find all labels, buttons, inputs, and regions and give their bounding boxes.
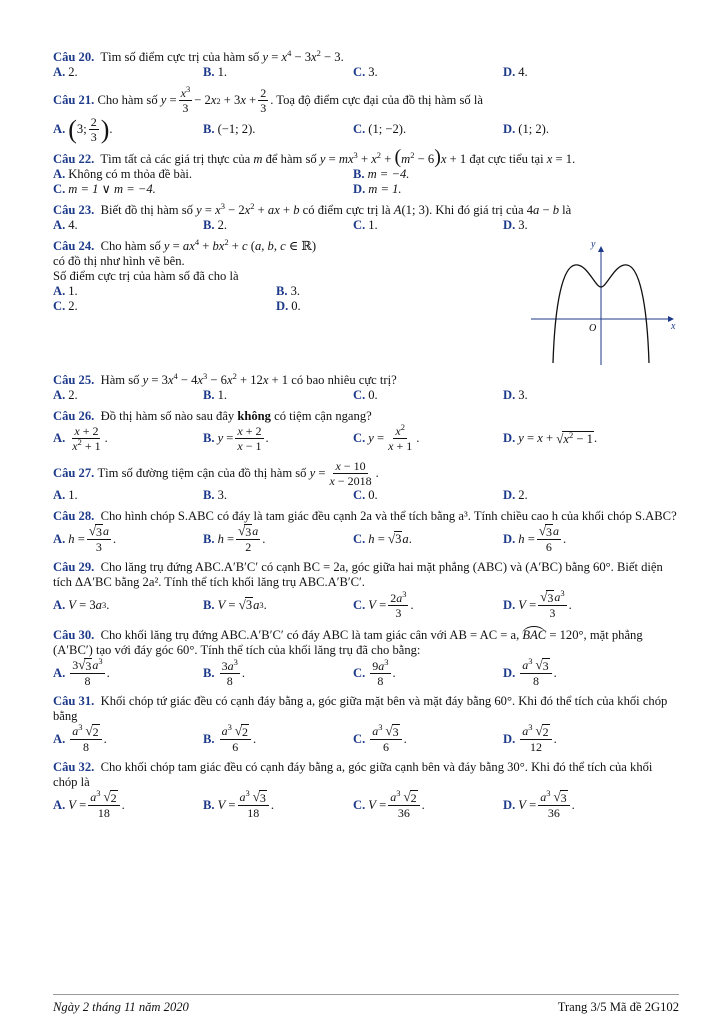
option-c[interactable]: C. (1; −2). — [353, 122, 407, 136]
question-25: Câu 25. Hàm số $y = 3x^4 - 4x^3 - 6x^2 + 12x + 1$ có bao nhiêu cực trị? A. 2. B. 1. C. 0. D. 3. — [53, 373, 679, 403]
option-a[interactable]: A. 2. — [53, 65, 78, 79]
option-b[interactable]: B. V = √ 3 a 3 . — [203, 597, 267, 612]
option-c[interactable]: C. m = 1 ∨ m = −4. — [53, 182, 156, 196]
question-label: Câu 24. — [53, 239, 95, 253]
option-d[interactable]: D. $a^3$ √ 2 12 . — [503, 722, 557, 754]
footer-page-code: Trang 3/5 Mã đề 2G102 — [557, 1000, 679, 1014]
question-label: Câu 30. — [53, 628, 95, 642]
option-d[interactable]: D. 2. — [503, 488, 528, 502]
option-c[interactable]: C. $\frac{9a^3}{8}$ . — [353, 656, 396, 688]
option-c[interactable]: C. 3. — [353, 65, 378, 79]
function-graph — [531, 241, 681, 367]
question-label: Câu 32. — [53, 760, 95, 774]
answer-options — [53, 218, 679, 233]
answer-options — [53, 284, 513, 314]
option-d[interactable]: D. V = √ 3 $a^3$ 3 . — [503, 588, 572, 620]
exam-page — [53, 47, 679, 826]
option-b[interactable]: B. h = √ 3 a 2 . — [203, 523, 266, 554]
option-d[interactable]: D. 3. — [503, 388, 528, 402]
question-label: Câu 23. — [53, 203, 95, 217]
question-label: Câu 28. — [53, 509, 95, 523]
option-c[interactable]: C. V = $a^3$ √ 2 36 . — [353, 788, 425, 820]
question-23: Câu 23. Biết đồ thị hàm số $y = x^3 - 2x^2$ + ax + b có điểm cực trị là A(1; 3). Khi đó giá trị của 4a − b là A. 4. B. 2. C. 1. D. 3. — [53, 203, 679, 233]
option-c[interactable]: C. 1. — [353, 218, 378, 232]
option-b[interactable]: B. 1. — [203, 65, 228, 79]
question-label: Câu 25. — [53, 373, 95, 387]
answer-options — [53, 524, 679, 554]
origin-label: O — [589, 323, 597, 334]
question-26: Câu 26. Đồ thị hàm số nào sau đây không có tiệm cận ngang? A. $\frac{x + 2}{x^2 + 1}$ . B. y = $\frac{x + 2}{x - 1}$ . C. y = $\frac{x^2}{x + 1}$ . D. y = x + √ $x^2 - 1$ . — [53, 409, 679, 453]
option-a[interactable]: A. V = $a^3$ √ 2 18 . — [53, 788, 125, 820]
option-c[interactable]: C. 2. — [53, 299, 78, 313]
question-22: Câu 22. Tìm tất cả các giá trị thực của m để hàm số $y = mx^3 + x^2 + (m^2 - 6)x + 1$ đạt cực tiểu tại x = 1. A. Không có m thỏa đề bài. B. m = −4. C. m = 1 ∨ m = −4. D. m = 1. — [53, 150, 679, 197]
option-d[interactable]: D. m = 1. — [353, 182, 402, 196]
answer-options — [53, 790, 679, 820]
option-b[interactable]: B. 3. — [276, 284, 301, 298]
answer-options — [53, 424, 679, 453]
option-b[interactable]: B. m = −4. — [353, 167, 410, 181]
question-label: Câu 27. — [53, 466, 95, 480]
option-b[interactable]: B. $\frac{3a^3}{8}$ . — [203, 656, 245, 688]
answer-options — [53, 167, 679, 197]
question-32: Câu 32. Cho khối chóp tam giác đều có cạnh đáy bằng a, góc giữa cạnh bên và đáy bằng 30°. Khi đó thể tích của khối chóp là A. V = $a^3$ √ 2 18 . B. V = $a^3$ √ 3 18 . C. V = $a^3$ √ 2 36 . D. V = $a^3$ √ 3 36 . — [53, 760, 679, 820]
option-a[interactable]: A. Không có m thỏa đề bài. — [53, 167, 193, 181]
question-29: Câu 29. Cho lăng trụ đứng ABC.A′B′C′ có cạnh BC = 2a, góc giữa hai mặt phẳng (ABC) và (A′BC) bằng 60°. Biết diện tích ΔA′BC bằng 2a². Tính thể tích khối lăng trụ ABC.A′B′C′. A. V = 3 a 3 . B. V = √ 3 a 3 . C. V = $\frac{2a^3}{3}$ . D. V = √ 3 $a^3$ 3 . — [53, 560, 679, 620]
option-b[interactable]: B. $a^3$ √ 2 6 . — [203, 722, 257, 754]
option-d[interactable]: D. y = x + √ $x^2 - 1$ . — [503, 429, 598, 446]
option-d[interactable]: D. V = $a^3$ √ 3 36 . — [503, 788, 575, 820]
option-a[interactable]: A. 2. — [53, 388, 78, 402]
option-d[interactable]: D. 4. — [503, 65, 528, 79]
option-c[interactable]: C. 0. — [353, 388, 378, 402]
option-c[interactable]: C. h = √ 3 a . — [353, 531, 412, 546]
question-20: Câu 20. Tìm số điểm cực trị của hàm số $y = x^4 - 3x^2 - 3$. A. 2. B. 1. C. 3. D. 4. — [53, 50, 679, 80]
option-a[interactable]: A. $\frac{x + 2}{x^2 + 1}$ . — [53, 424, 108, 453]
question-label: Câu 29. — [53, 560, 95, 574]
answer-options — [53, 488, 679, 503]
option-d[interactable]: D. (1; 2). — [503, 122, 550, 136]
question-label: Câu 20. — [53, 50, 95, 64]
option-a[interactable]: A. ( 3; $\frac{2}{3}$ ) . — [53, 115, 113, 144]
option-d[interactable]: D. 0. — [276, 299, 301, 313]
question-30: Câu 30. Cho khối lăng trụ đứng ABC.A′B′C′ có đáy ABC là tam giác cân với AB = AC = a, BAC = 120°, mặt phẳng (A′BC′) tạo với đáy góc 60°. Tính thể tích của khối lăng trụ đã cho bằng: A. 3 √ 3 $a^3$ 8 . B. $\frac{3a^3}{8}$ . C. $\frac{9a^3}{8}$ . D. $a^3$ √ 3 8 . — [53, 626, 679, 688]
answer-options — [53, 658, 679, 688]
page-footer — [53, 994, 679, 1015]
question-27: Câu 27. Tìm số đường tiệm cận của đồ thị hàm số y = $\frac{x - 10}{x - 2018}$ . A. 1. B. 3. C. 0. D. 2. — [53, 459, 679, 503]
question-text-2: . Toạ độ điểm cực đại của đồ thị hàm số là — [270, 93, 483, 107]
option-a[interactable]: A. 3 √ 3 $a^3$ 8 . — [53, 656, 110, 688]
answer-options — [53, 590, 679, 620]
option-b[interactable]: B. y = $\frac{x + 2}{x - 1}$ . — [203, 424, 269, 453]
answer-options — [53, 388, 679, 403]
option-d[interactable]: D. $a^3$ √ 3 8 . — [503, 656, 557, 688]
question-21: Câu 21. Cho hàm số y = $\frac{x^3}{3}$ − 2 x 2 + 3 x + $\frac{2}{3}$ . Toạ độ điểm cực đại của đồ thị hàm số là A. ( 3; $\frac{2}{3}$ ) . B. (−1; 2). C. (1; −2). D. (1; 2). — [53, 86, 679, 144]
option-b[interactable]: B. 3. — [203, 488, 228, 502]
question-label: Câu 26. — [53, 409, 95, 423]
question-text: Cho hàm số — [97, 93, 158, 107]
question-label: Câu 21. — [53, 93, 95, 107]
footer-date: Ngày 2 tháng 11 năm 2020 — [53, 1000, 189, 1014]
option-b[interactable]: B. 2. — [203, 218, 228, 232]
answer-options — [53, 724, 679, 754]
option-c[interactable]: C. y = $\frac{x^2}{x + 1}$ . — [353, 422, 420, 453]
option-d[interactable]: D. 3. — [503, 218, 528, 232]
option-a[interactable]: A. h = √ 3 a 3 . — [53, 523, 117, 554]
option-c[interactable]: C. 0. — [353, 488, 378, 502]
option-d[interactable]: D. h = √ 3 a 6 . — [503, 523, 567, 554]
option-a[interactable]: A. V = 3 a 3 . — [53, 597, 110, 612]
option-a[interactable]: A. 1. — [53, 488, 78, 502]
option-a[interactable]: A. 4. — [53, 218, 78, 232]
option-c[interactable]: C. V = $\frac{2a^3}{3}$ . — [353, 588, 414, 620]
option-c[interactable]: C. $a^3$ √ 3 6 . — [353, 722, 407, 754]
y-axis-label: y — [591, 241, 596, 250]
question-text: Tìm số điểm cực trị của hàm số — [100, 50, 260, 64]
answer-options — [53, 115, 679, 144]
question-label: Câu 31. — [53, 694, 95, 708]
question-28: Câu 28. Cho hình chóp S.ABC có đáy là tam giác đều cạnh 2a và thể tích bằng a³. Tính chiều cao h của khối chóp S.ABC? A. h = √ 3 a 3 . B. h = √ 3 a 2 . C. h = √ 3 a . D. h = √ 3 a 6 . — [53, 509, 679, 554]
answer-options — [53, 65, 679, 80]
option-a[interactable]: A. $a^3$ √ 2 8 . — [53, 722, 107, 754]
question-31: Câu 31. Khối chóp tứ giác đều có cạnh đáy bằng a, góc giữa mặt bên và mặt đáy bằng 60°. Khi đó thể tích của khối chóp bằng A. $a^3$ √ 2 8 . B. $a^3$ √ 2 6 . C. $a^3$ √ 3 6 . D. $a^3$ √ 2 12 . — [53, 694, 679, 754]
option-b[interactable]: B. (−1; 2). — [203, 122, 256, 136]
option-b[interactable]: B. V = $a^3$ √ 3 18 . — [203, 788, 275, 820]
question-label: Câu 22. — [53, 152, 95, 166]
option-a[interactable]: A. 1. — [53, 284, 78, 298]
option-b[interactable]: B. 1. — [203, 388, 228, 402]
question-24: Câu 24. Cho hàm số $y = ax^4 + bx^2 + c$ (a, b, c ∈ ℝ) có đồ thị như hình vẽ bên. Số điểm cực trị của hàm số đã cho là A. 1. B. 3. C. 2. D. 0. y x O — [53, 239, 679, 367]
x-axis-label: x — [671, 321, 676, 332]
